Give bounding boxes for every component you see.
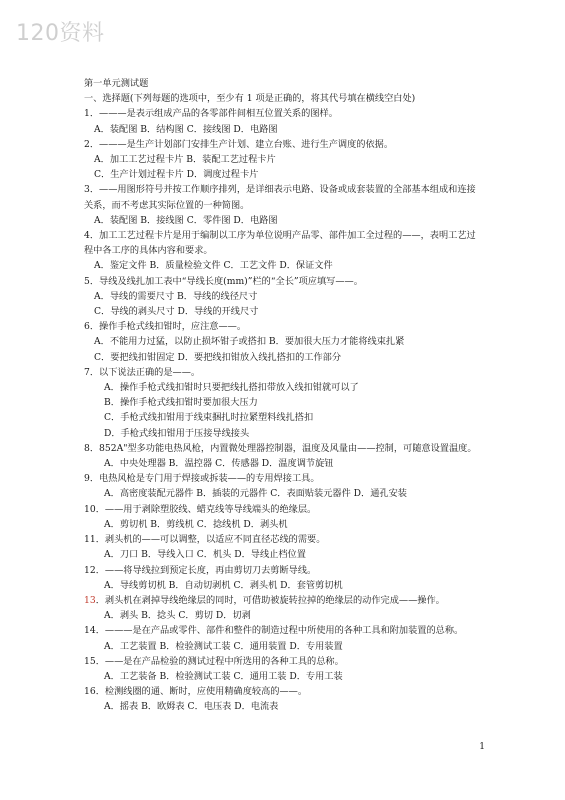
question-text: 9．电热风枪是专门用于焊接或拆装——的专用焊接工具。 xyxy=(84,473,320,485)
answer-options: A．不能用力过猛，以防止损坏钳子或搭扣 B．要加很大压力才能将线束扎紧 xyxy=(94,336,405,348)
question-body: ．剥头机在剥掉导线绝缘层的同时，可借助被旋转拉掉的绝缘层的动作完成——操作。 xyxy=(95,594,445,606)
question-text: 10．——用于剥除塑胶线、蜡克线等导线端头的绝缘层。 xyxy=(84,503,317,515)
answer-options: A．剥头 B．捻头 C．剪切 D．切剥 xyxy=(104,610,251,622)
answer-options: A．工艺装置 B．检验测试工装 C．通用装置 D．专用装置 xyxy=(104,640,343,652)
answer-options: A．导线剪切机 B．自动切剥机 C．剥头机 D．套管剪切机 xyxy=(104,579,343,591)
question-text: 4．加工工艺过程卡片是用于编制以工序为单位说明产品零、部件加工全过程的——，表明工艺过程中各工序的具体内容和要求。 xyxy=(84,230,476,257)
answer-options: A．加工工艺过程卡片 B．装配工艺过程卡片 xyxy=(94,154,276,166)
answer-options: A．刀口 B．导线入口 C．机头 D．导线止档位置 xyxy=(104,549,306,561)
answer-options: A．装配图 B．结构图 C．接线图 D．电路图 xyxy=(94,123,278,135)
answer-options: A．鉴定文件 B．质量检验文件 C．工艺文件 D．保证文件 xyxy=(94,260,333,272)
answer-options: A．中央处理器 B．温控器 C．传感器 D．温度调节旋钮 xyxy=(104,458,334,470)
question-text xyxy=(84,593,484,608)
question-text: 16．检测线圈的通、断时，应使用精确度较高的——。 xyxy=(84,686,308,698)
question-text: 5．导线及线扎加工表中“导线长度(mm)”栏的“全长”项应填写——。 xyxy=(84,275,363,287)
answer-options: C．生产计划过程卡片 D．调度过程卡片 xyxy=(94,169,259,181)
question-text: 12．——将导线拉到预定长度，再由剪切刀去剪断导线。 xyxy=(84,564,317,576)
answer-options: A．操作手枪式线扣钳时只要把线扎搭扣带放入线扣钳就可以了 xyxy=(104,382,359,394)
question-text: 11．剥头机的——可以调整，以适应不同直径芯线的需要。 xyxy=(84,534,326,546)
question-text: 6．操作手枪式线扣钳时，应注意——。 xyxy=(84,321,247,333)
question-text: 第一单元测试题 xyxy=(84,78,149,89)
exam-content xyxy=(84,76,484,715)
answer-options: C．要把线扣钳固定 D．要把线扣钳放入线扎搭扣的工作部分 xyxy=(94,351,342,363)
question-text: 1．———是表示组成产品的各零部件间相互位置关系的图样。 xyxy=(84,108,338,120)
question-text: 3．——用图形符号并按工作顺序排列，是详细表示电路、设备或成套装置的全部基本组成和连接关系，而不考虑其实际位置的一种简图。 xyxy=(84,184,476,211)
answer-options: C．导线的剥头尺寸 D．导线的开线尺寸 xyxy=(94,306,259,318)
question-text: 8．852A"型多功能电热风枪，内置微处理器控制器，温度及风量由——控制，可随意设置温度。 xyxy=(84,442,477,454)
question-text: 15．——是在产品检验的测试过程中所选用的各种工具的总称。 xyxy=(84,655,344,667)
question-number: 13 xyxy=(84,594,96,606)
answer-options: A．装配图 B．接线图 C．零件图 D．电路图 xyxy=(94,214,278,226)
question-text: 一、选择题(下列每题的选项中，至少有 1 项是正确的，将其代号填在横线空白处) xyxy=(84,93,416,105)
answer-options: C．手枪式线扣钳用于线束捆扎时拉紧塑料线扎搭扣 xyxy=(104,412,314,424)
page-number: 1 xyxy=(479,742,485,752)
answer-options: A．剪切机 B．剪线机 C．捻线机 D．剥头机 xyxy=(104,518,288,530)
question-text: 2．———是生产计划部门安排生产计划、建立台账、进行生产调度的依据。 xyxy=(84,138,394,150)
question-text: 7．以下说法正确的是——。 xyxy=(84,366,201,378)
answer-options: B．操作手枪式线扣钳时要加很大压力 xyxy=(104,397,258,409)
answer-options: A．摇表 B．欧姆表 C．电压表 D．电流表 xyxy=(104,701,279,713)
answer-options: A．高密度装配元器件 B．插装的元器件 C．表面贴装元器件 D．通孔安装 xyxy=(104,488,407,500)
answer-options: A．导线的需要尺寸 B．导线的线径尺寸 xyxy=(94,290,258,302)
answer-options: A．工艺装备 B．检验测试工装 C．通用工装 D．专用工装 xyxy=(104,670,343,682)
question-text: 14．———是在产品或零件、部件和整件的制造过程中所使用的各种工具和附加装置的总称。 xyxy=(84,625,464,637)
watermark-logo: 120资料 xyxy=(16,21,105,46)
answer-options: D．手枪式线扣钳用于压接导线接头 xyxy=(104,427,250,439)
